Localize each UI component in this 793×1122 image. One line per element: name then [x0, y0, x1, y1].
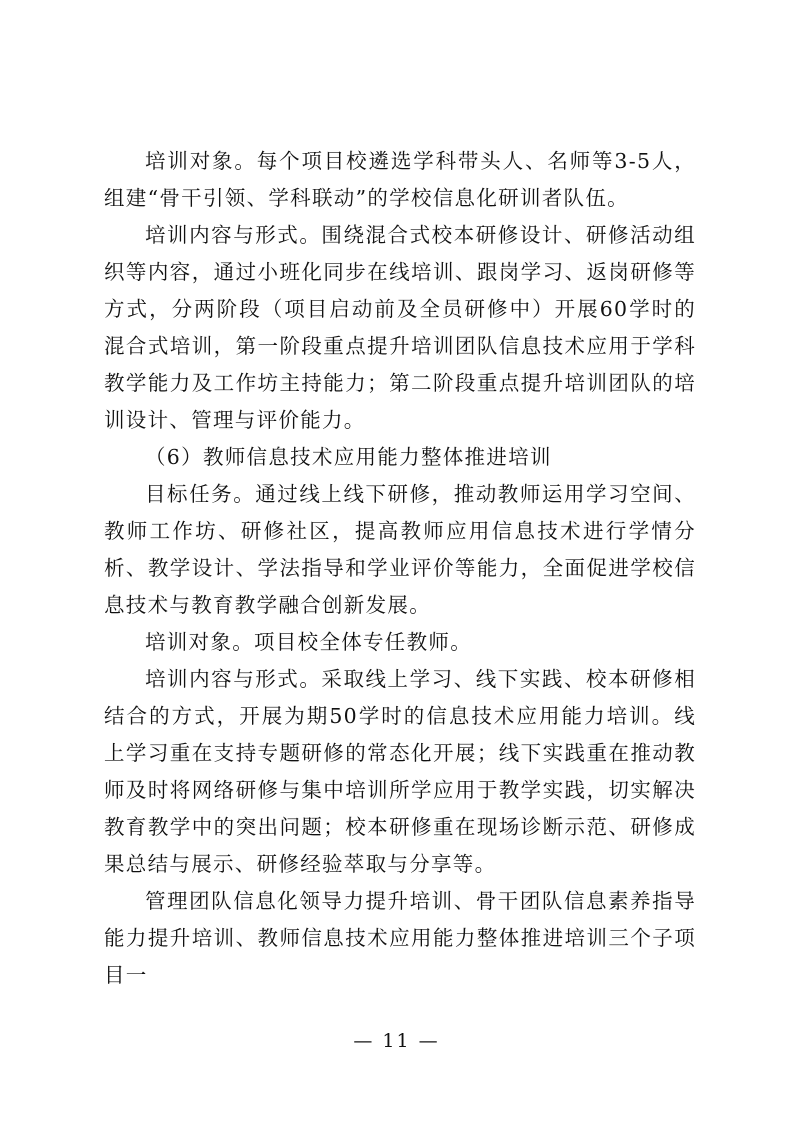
body-text: [104, 143, 696, 994]
paragraph-summary: 管理团队信息化领导力提升培训、骨干团队信息素养指导能力提升培训、教师信息技术应用能力整体推进培训三个子项目一: [104, 889, 696, 987]
paragraph-training-content-backbone: 培训内容与形式。围绕混合式校本研修设计、研修活动组织等内容，通过小班化同步在线培训、跟岗学习、返岗研修等方式，分两阶段（项目启动前及全员研修中）开展60学时的混合式培训，第一阶段重点提升培训团队信息技术应用于学科教学能力及工作坊主持能力；第二阶段重点提升培训团队的培训设计、管理与评价能力。: [104, 223, 696, 432]
section-heading-6: （6）教师信息技术应用能力整体推进培训: [145, 445, 552, 469]
page-number: — 11 —: [353, 1030, 440, 1052]
paragraph-goal-task: 目标任务。通过线上线下研修，推动教师运用学习空间、教师工作坊、研修社区，提高教师应用信息技术进行学情分析、教学设计、学法指导和学业评价等能力，全面促进学校信息技术与教育教学融合创新发展。: [104, 482, 696, 617]
paragraph-training-target-teachers: 培训对象。项目校全体专任教师。: [145, 630, 472, 654]
paragraph-training-target-backbone: 培训对象。每个项目校遴选学科带头人、名师等3-5人，组建“骨干引领、学科联动”的学校信息化研训者队伍。: [104, 149, 696, 210]
paragraph-training-content-teachers: 培训内容与形式。采取线上学习、线下实践、校本研修相结合的方式，开展为期50学时的信息技术应用能力培训。线上学习重在支持专题研修的常态化开展；线下实践重在推动教师及时将网络研修与集中培训所学应用于教学实践，切实解决教育教学中的突出问题；校本研修重在现场诊断示范、研修成果总结与展示、研修经验萃取与分享等。: [104, 667, 696, 876]
